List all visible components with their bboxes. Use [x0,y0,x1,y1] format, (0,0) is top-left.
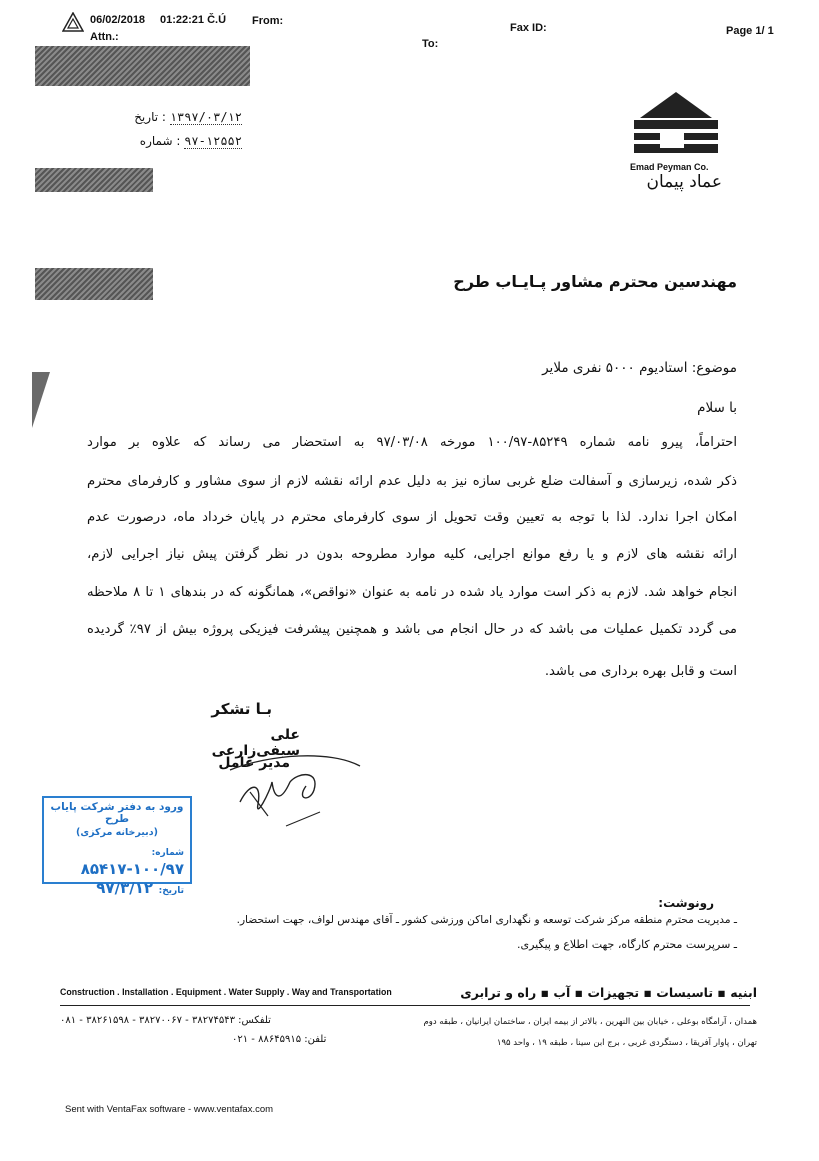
signature-title: مدیر عامل [218,755,290,771]
body-line: ذکر شده، زیرسازی و آسفالت ضلع غربی سازه نیز به دلیل عدم ارائه نقشه لازم از سوی مشاور و کارفرمای محترم [87,474,737,489]
redaction-block [35,46,250,86]
stamp-number-label: شماره: [151,848,184,858]
stamp-line1: ورود به دفتر شرکت پایاب طرح [50,801,184,825]
stamp-line2: (دبیرخانه مرکزی) [76,827,158,838]
redaction-block [35,268,153,300]
letter-number-label: : شماره [139,134,181,148]
body-line: احتراماً، پیرو نامه شماره ۸۵۲۴۹-۱۰۰/۹۷ مورخه ۹۷/۰۳/۰۸ به استحضار می رساند که علاوه بر موارد [87,435,737,450]
cc-label: رونوشت: [658,896,714,910]
cc-item: ـ مدیریت محترم منطقه مرکز شرکت توسعه و نگهداری اماکن ورزشی کشور ـ آقای مهندس لواف، جهت استحضار. [236,914,737,926]
fax-time: 01:22:21 Č.Ú [160,14,227,26]
fax-attn-label: Attn.: [90,31,119,43]
signature-closing: بـا تشکر [211,700,272,718]
fax-page: Page 1/ 1 [726,25,774,37]
company-name-en: Emad Peyman Co. [630,162,709,172]
addressee: مهندسین محترم مشاور پـایـاب طرح [453,272,737,291]
redaction-block [35,168,153,192]
fax-date: 06/02/2018 [90,14,146,26]
greeting: با سلام [697,400,737,416]
stamp-number-value: ۱۰۰/۹۷-۸۵۴۱۷ [80,860,184,878]
stamp-date-row [44,878,190,897]
letter-date [92,110,242,124]
body-line: انجام خواهد شد. لازم به ذکر است موارد یاد شده در نامه به عنوان «نواقص»، همانگونه که در بندهای ۱ تا ۸ ملاحظه [87,585,738,600]
body-line: امکان اجرا ندارد. لذا با توجه به تعیین وقت تحویل از سوی کارفرمای محترم در پایان خرداد ماه، درصورت عدم [87,510,737,525]
received-stamp [42,796,192,897]
body-line: می گردد تکمیل عملیات می باشد که در حال انجام می باشد و همچنین پیشرفت فیزیکی پروژه بیش از ۹۷٪ گردیده [87,622,737,637]
body-line: ارائه نقشه های لازم و یا رفع موانع اجرایی، کلیه موارد مطروحه بدون در نظر گرفتن پیش نیاز اجرایی لازم، [87,547,737,562]
fax-from-label: From: [252,15,284,27]
cc-item: ـ سرپرست محترم کارگاه، جهت اطلاع و پیگیری. [517,938,737,951]
signature-name: علی سیفی‌زارعی [211,727,300,759]
letter-date-value: ۱۳۹۷/۰۳/۱۲ [169,110,242,124]
subject: موضوع: استادیوم ۵۰۰۰ نفری ملایر [542,360,737,376]
footer-divider [60,1005,750,1006]
fax-to-label: To: [422,38,439,50]
footer-services-fa: ابنیه ▪ تاسیسات ▪ تجهیزات ▪ آب ▪ راه و ترابری [460,985,757,1000]
redaction-wedge [32,372,52,432]
stamp-date-label: تاریخ: [158,886,184,896]
letter-number [92,134,242,148]
company-name-fa: عماد پیمان [646,172,722,192]
company-logo [630,90,730,192]
footer-tehran-address: تهران ، پاوار آفریقا ، دستگردی غربی ، برج ابن سینا ، طبقه ۱۹ ، واحد ۱۹۵ [496,1038,757,1048]
handwritten-signature [210,742,380,836]
company-logo-icon [630,90,722,158]
footer-services-en: Construction . Installation . Equipment . Water Supply . Way and Transportation [60,987,392,997]
stamp-number-row [44,840,190,878]
letter-number-value: ۹۷-۱۲۵۵۲ [184,134,242,148]
body-line: است و قابل بهره برداری می باشد. [544,664,737,679]
footer-hamedan-phone: تلفکس: ۳۸۲۷۴۵۴۳ - ۳۸۲۷۰۰۶۷ - ۳۸۲۶۱۵۹۸ - ۰۸۱ [60,1015,271,1026]
fax-sent-with: Sent with VentaFax software - www.ventafax.com [65,1104,274,1115]
footer-tehran-phone: تلفن: ۸۸۶۴۵۹۱۵ - ۰۲۱ [232,1034,327,1045]
fax-id-label: Fax ID: [510,22,547,34]
letter-date-label: : تاریخ [134,110,166,124]
stamp-date-value: ۹۷/۳/۱۲ [96,879,154,897]
footer-hamedan-address: همدان ، آرامگاه بوعلی ، خیابان بین النهرین ، بالاتر از بیمه ایران ، ساختمان ایرانیان ، طبقه دوم [423,1017,757,1027]
fax-logo-icon [62,12,84,36]
